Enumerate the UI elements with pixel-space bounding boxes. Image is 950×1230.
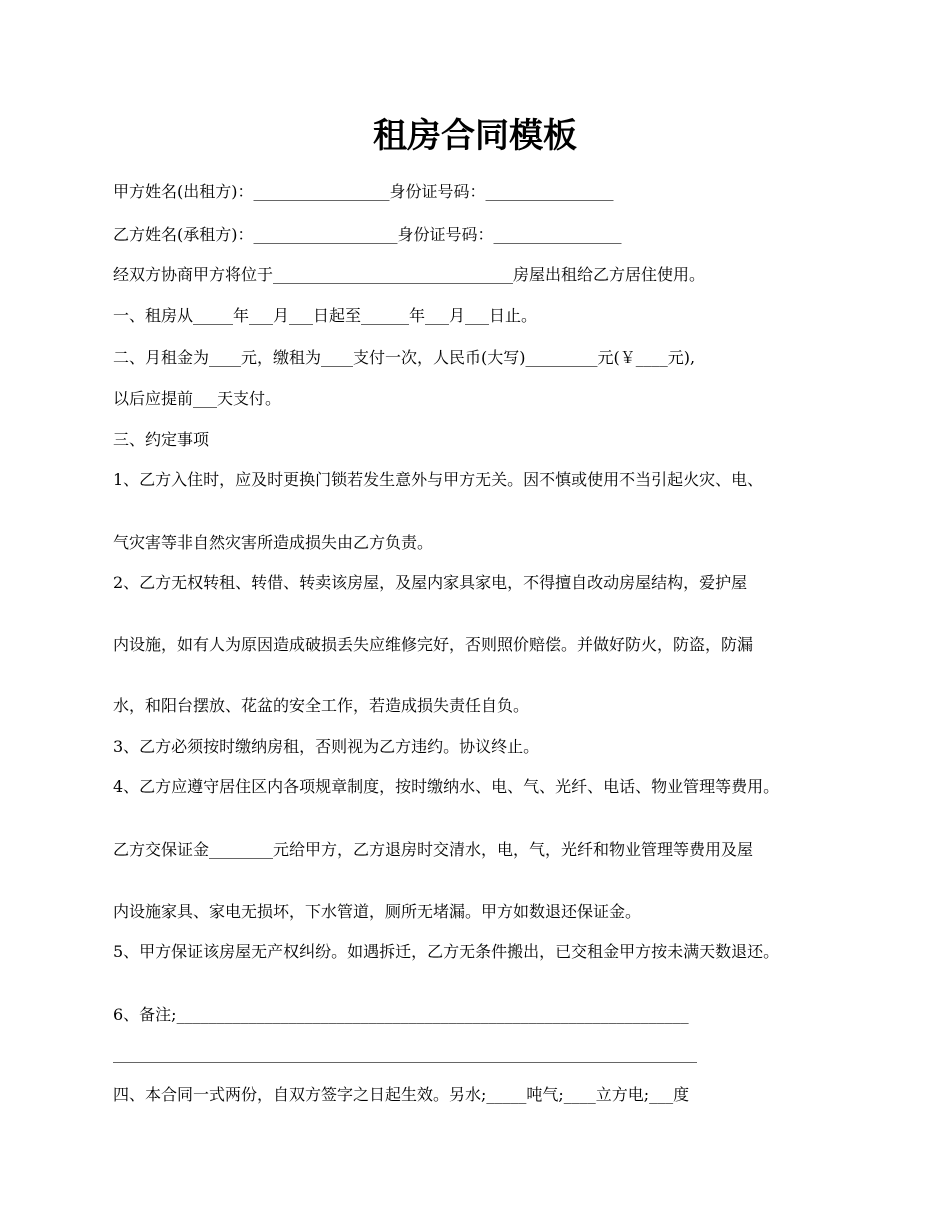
clause-4-line-1: 4、乙方应遵守居住区内各项规章制度，按时缴纳水、电、气、光纤、电话、物业管理等费用。 [113,777,780,796]
clause-3: 3、乙方必须按时缴纳房租，否则视为乙方违约。协议终止。 [113,737,540,756]
party-a-info: 甲方姓名(出租方)：_________________身份证号码：________________ [113,182,614,201]
clause-4-line-3: 内设施家具、家电无损坏，下水管道，厕所无堵漏。甲方如数退还保证金。 [113,902,642,921]
section-four: 四、本合同一式两份，自双方签字之日起生效。另水;_____吨气;____立方电;___度 [113,1085,690,1104]
clause-2-line-1: 2、乙方无权转租、转借、转卖该房屋，及屋内家具家电，不得擅自改动房屋结构，爱护屋 [113,573,748,592]
party-b-info: 乙方姓名(承租方)：__________________身份证号码：________________ [113,225,622,244]
payment-advance: 以后应提前___天支付。 [113,389,282,408]
rent-amount: 二、月租金为____元，缴租为____支付一次，人民币(大写)_________元(￥____元), [113,348,696,367]
clause-1-line-2: 气灾害等非自然灾害所造成损失由乙方负责。 [113,533,434,552]
clause-2-line-3: 水，和阳台摆放、花盆的安全工作，若造成损失责任自负。 [113,696,530,715]
remarks-blank-line: _________________________________________________________________________ [113,1044,697,1063]
lease-term: 一、租房从_____年___月___日起至______年___月___日止。 [113,306,538,325]
clause-2-line-2: 内设施，如有人为原因造成破损丢失应维修完好，否则照价赔偿。并做好防火，防盗，防漏 [113,635,754,654]
clause-1-line-1: 1、乙方入住时，应及时更换门锁若发生意外与甲方无关。因不慎或使用不当引起火灾、电、 [113,470,764,489]
section-three-heading: 三、约定事项 [113,430,210,449]
property-location: 经双方协商甲方将位于______________________________房屋出租给乙方居住使用。 [113,265,706,284]
clause-5: 5、甲方保证该房屋无产权纠纷。如遇拆迁，乙方无条件搬出，已交租金甲方按未满天数退还。 [113,942,780,961]
clause-4-line-2: 乙方交保证金________元给甲方，乙方退房时交清水，电，气，光纤和物业管理等费用及屋 [113,840,754,859]
document-title: 租房合同模板 [373,116,577,156]
clause-6-remarks: 6、备注;________________________________________________________________ [113,1005,689,1024]
